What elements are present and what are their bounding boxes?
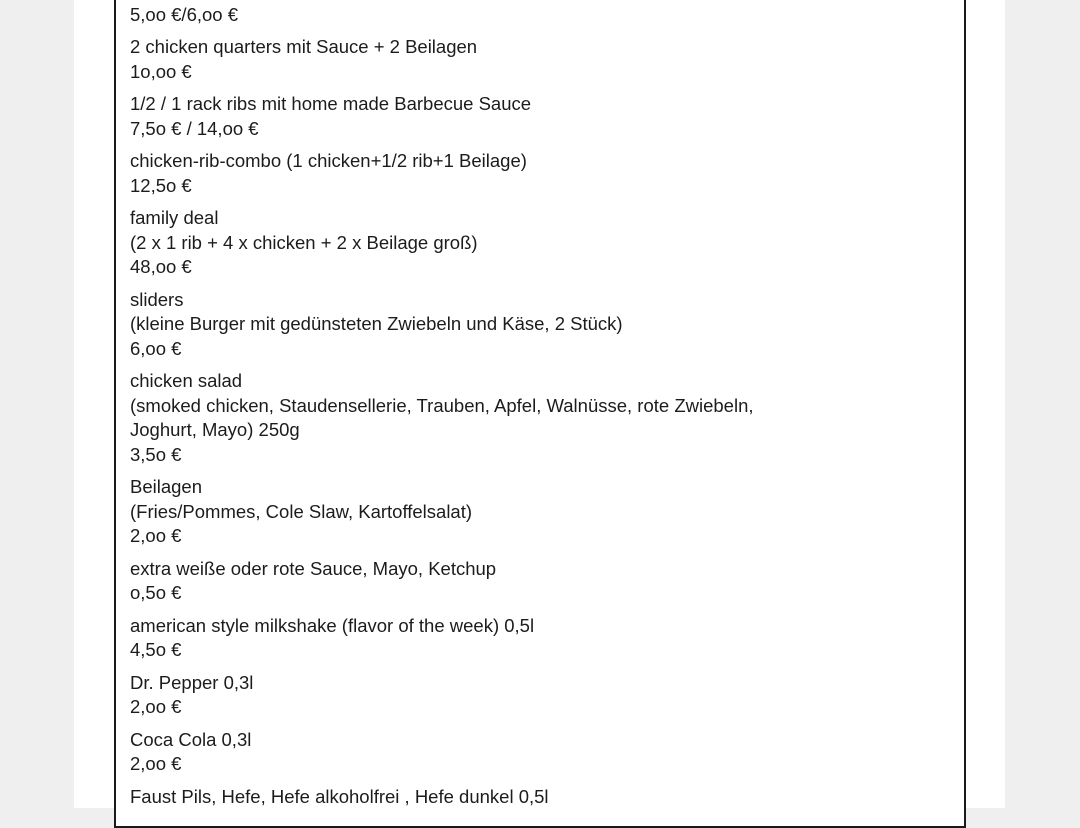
menu-item bbox=[130, 785, 830, 810]
menu-item bbox=[130, 728, 830, 777]
menu-item-description: 2 chicken quarters mit Sauce + 2 Beilagen bbox=[130, 36, 478, 57]
menu-item-price: 2,oo € bbox=[130, 696, 182, 717]
menu-item-description: Coca Cola 0,3l bbox=[130, 728, 252, 750]
menu-item-price: 7,5o € / 14,oo € bbox=[130, 117, 259, 139]
menu-item bbox=[130, 614, 830, 663]
menu-item-price: o,5o € bbox=[130, 582, 182, 603]
menu-item-description: (2 x 1 rib + 4 x chicken + 2 x Beilage groß) bbox=[130, 231, 478, 253]
menu-item-description: sliders bbox=[130, 288, 184, 310]
menu-item-price: 4,5o € bbox=[130, 639, 182, 660]
menu-item-description: Dr. Pepper 0,3l bbox=[130, 671, 254, 693]
menu-item-description: family deal bbox=[130, 207, 219, 228]
menu-item bbox=[130, 149, 830, 198]
menu-item-price: 5,oo €/6,oo € bbox=[130, 3, 239, 25]
menu-item-price: 2,oo € bbox=[130, 753, 182, 774]
menu-item bbox=[130, 288, 830, 362]
menu-item bbox=[130, 557, 830, 606]
document-page bbox=[74, 0, 1005, 808]
menu-item-description: chicken salad bbox=[130, 370, 243, 391]
menu-item-price: 48,oo € bbox=[130, 256, 192, 277]
menu-item bbox=[130, 206, 830, 280]
menu-item bbox=[130, 671, 830, 720]
menu-item-description: extra weiße oder rote Sauce, Mayo, Ketchup bbox=[130, 557, 497, 579]
menu-item-description: Beilagen bbox=[130, 476, 203, 497]
menu-item bbox=[130, 92, 830, 141]
menu-item bbox=[130, 0, 830, 27]
menu-item-price: 12,5o € bbox=[130, 174, 192, 196]
menu-item-description: chicken-rib-combo (1 chicken+1/2 rib+1 Beilage) bbox=[130, 150, 527, 171]
menu-item-price: 1o,oo € bbox=[130, 60, 192, 82]
menu-list bbox=[130, 0, 830, 817]
menu-item-price: 3,5o € bbox=[130, 443, 182, 465]
menu-item-price: 2,oo € bbox=[130, 525, 182, 546]
menu-item bbox=[130, 35, 830, 84]
menu-item-price: 6,oo € bbox=[130, 337, 182, 359]
menu-item-description: Faust Pils, Hefe, Hefe alkoholfrei , Hefe dunkel 0,5l bbox=[130, 785, 549, 807]
menu-item-description: american style milkshake (flavor of the week) 0,5l bbox=[130, 614, 535, 636]
menu-item-description: 1/2 / 1 rack ribs mit home made Barbecue Sauce bbox=[130, 93, 532, 114]
menu-item bbox=[130, 475, 830, 549]
menu-item-description: Joghurt, Mayo) 250g bbox=[130, 419, 300, 440]
menu-item bbox=[130, 369, 830, 467]
menu-item-description: (kleine Burger mit gedünsteten Zwiebeln und Käse, 2 Stück) bbox=[130, 313, 623, 334]
menu-item-description: (Fries/Pommes, Cole Slaw, Kartoffelsalat) bbox=[130, 500, 473, 522]
menu-item-description: (smoked chicken, Staudensellerie, Trauben, Apfel, Walnüsse, rote Zwiebeln, bbox=[130, 394, 754, 416]
